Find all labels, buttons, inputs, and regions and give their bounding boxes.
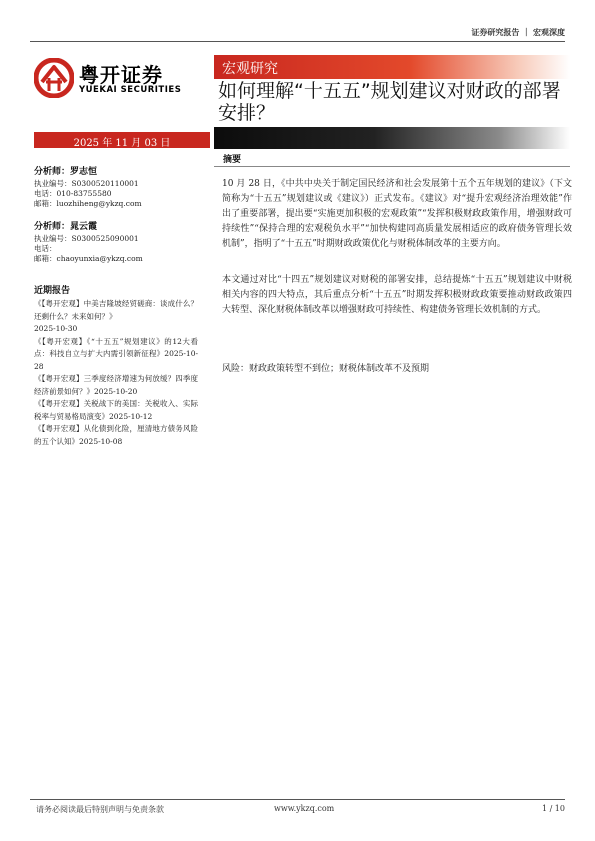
report-date: 2025 年 11 月 03 日 — [73, 138, 171, 149]
recent-report-item[interactable] — [34, 373, 198, 398]
brand-name-cn: 粤开证券 — [79, 63, 163, 87]
brand-logo-icon — [34, 58, 74, 98]
brand-name-en: YUEKAI SECURITIES — [79, 85, 182, 95]
date-banner — [34, 132, 210, 148]
recent-report-date: 2025-10-30 — [34, 324, 78, 333]
footer-website[interactable]: www.ykzq.com — [274, 804, 335, 813]
recent-report-date: 2025-10-08 — [79, 436, 123, 446]
recent-report-title[interactable]: 《【粤开宏观】从化债到化险，厘清地方债务风险的五个认知》 — [34, 424, 198, 446]
recent-report-date: 2025-10-12 — [109, 411, 153, 421]
recent-report-title[interactable]: 《【粤开宏观】关税战下的美国：关税收入、实际税率与贸易格局演变》 — [34, 399, 198, 421]
analyst-email[interactable]: 邮箱：luozhiheng@ykzq.com — [34, 199, 142, 208]
recent-reports-list — [34, 298, 198, 448]
analyst-phone: 电话： — [34, 244, 57, 253]
analyst-name: 分析师：晁云霞 — [34, 222, 98, 232]
abstract-divider — [214, 166, 570, 167]
risk-statement: 风险：财政政策转型不到位；财税体制改革不及预期 — [222, 364, 430, 374]
brand-logo — [34, 58, 204, 102]
recent-report-item[interactable] — [34, 336, 198, 374]
recent-report-item[interactable] — [34, 398, 198, 423]
abstract-paragraph: 本文通过对比“十四五”规划建议对财税的部署安排，总结提炼“十五五”规划建议中财税相关内容的四大特点，其后重点分析“十五五”时期发挥积极财政政策要推动财政政策四大转型、深化财税体制改革以增强财政可持续性、构建债务管理长效机制的方式。 — [222, 275, 572, 315]
page-number: 1 / 10 — [541, 804, 565, 813]
recent-report-date: 2025-10-20 — [94, 386, 138, 396]
analyst-phone: 电话：010-83755580 — [34, 189, 112, 198]
analyst-cert: 执业编号：S0300520110001 — [34, 179, 139, 188]
recent-report-item[interactable] — [34, 298, 198, 336]
analyst-email[interactable]: 邮箱：chaoyunxia@ykzq.com — [34, 254, 143, 263]
footer-disclaimer: 请务必阅读最后特别声明与免责条款 — [36, 805, 164, 814]
recent-reports-title: 近期报告 — [34, 286, 71, 296]
recent-report-title[interactable]: 《【粤开宏观】《“十五五”规划建议》的12大看点：科技自立与扩大内需引领新征程》 — [34, 336, 198, 358]
footer-divider — [30, 799, 565, 800]
analyst-card — [34, 166, 210, 209]
analyst-card — [34, 221, 210, 264]
recent-report-date: 2025-10-28 — [34, 349, 198, 371]
report-type-label: 证券研究报告 ｜ 宏观深度 — [471, 28, 565, 37]
category-banner — [214, 55, 570, 79]
title-decor-band — [214, 127, 570, 149]
abstract-paragraph: 10 月 28 日，《中共中央关于制定国民经济和社会发展第十五个五年规划的建议》（下文简称为“十五五”规划建议或《建议》）正式发布。《建议》对“提升宏观经济治理效能”作出了重要部署，提出要“实施更加积极的宏观政策”“发挥积极财政政策作用，增强财政可持续性”“保持合理的宏观税负水平”“加快构建同高质量发展相适应的政府债务管理长效机制”，指明了“十五五”时期财政政策优化与财税体制改革的主要方向。 — [222, 179, 572, 249]
header-divider — [30, 41, 565, 42]
category-label: 宏观研究 — [222, 61, 278, 77]
recent-report-title[interactable]: 《【粤开宏观】三季度经济增速为何放缓？四季度经济前景如何？》 — [34, 374, 198, 396]
report-title: 如何理解“十五五”规划建议对财政的部署安排？ — [218, 80, 561, 124]
analyst-name: 分析师：罗志恒 — [34, 167, 98, 177]
analyst-cert: 执业编号：S0300525090001 — [34, 234, 139, 243]
abstract-heading: 摘要 — [223, 155, 242, 165]
recent-report-item[interactable] — [34, 423, 198, 448]
recent-report-title[interactable]: 《【粤开宏观】中美吉隆坡经贸磋商：谈成什么？还剩什么？未来如何？》 — [34, 299, 198, 321]
